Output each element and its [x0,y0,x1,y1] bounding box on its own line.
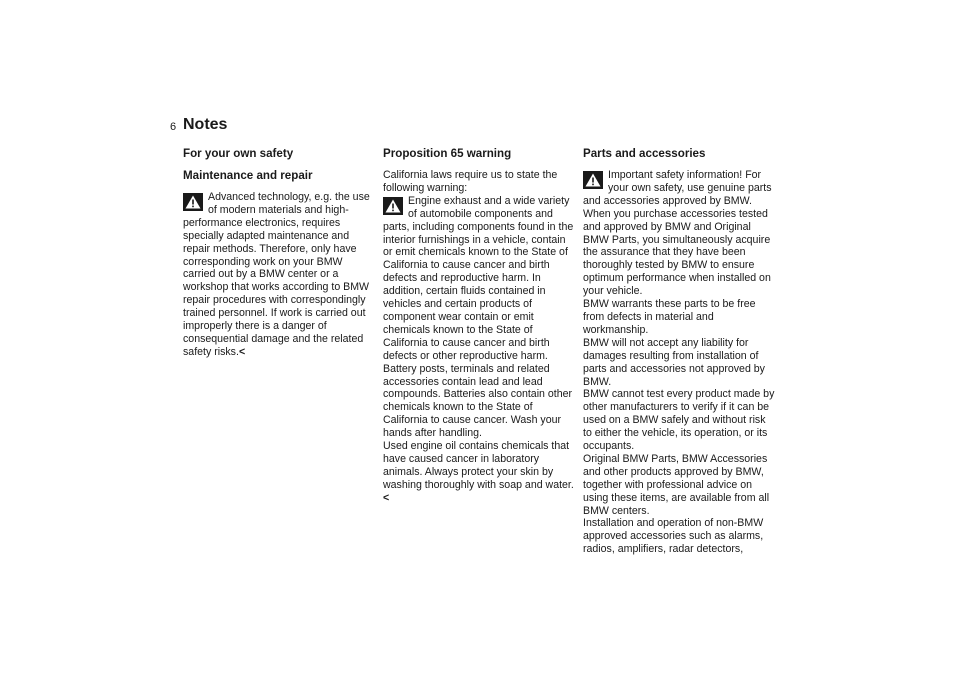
warning-triangle-icon [583,171,603,189]
warning-block [383,195,577,363]
end-mark: < [383,491,390,504]
battery-text: Battery posts, terminals and related accessories contain lead and lead compounds. Batteries also contain other chemicals known to the State of California to cause cancer. Wash your hands after handling. [383,362,573,440]
warning-block [583,169,777,208]
section-title-own-safety: For your own safety [183,147,294,160]
paragraph-3: BMW will not accept any liability for damages resulting from installation of parts and accessories not approved by BMW. [583,336,765,388]
warning-block [183,191,377,359]
page-number: 6 [170,121,177,133]
warning-triangle-icon [383,197,403,215]
intro-text: California laws require us to state the following warning: [383,169,558,194]
column-own-safety [183,147,377,359]
paragraph-1: When you purchase accessories tested and approved by BMW and Original BMW Parts, you simultaneously acquire the assurance that they have been thoroughly tested by BMW to ensure optimum performance when installed on your vehicle. [583,207,771,298]
section-title-prop65: Proposition 65 warning [383,147,512,160]
paragraph-6: Installation and operation of non-BMW approved accessories such as alarms, radios, amplifiers, radar detectors, [583,517,764,556]
paragraph-5: Original BMW Parts, BMW Accessories and other products approved by BMW, together with professional advice on using these items, are available from all BMW centers. [583,452,770,517]
subsection-title-maintenance: Maintenance and repair [183,169,313,182]
column-proposition-65 [383,147,577,505]
warning-text: Advanced technology, e.g. the use of modern materials and high-performance electronics, requires specially adapted maintenance and repair methods. Therefore, only have corresponding work on your BMW carried out by a BMW center or a workshop that works according to BMW repair procedures with correspondingly trained personnel. If work is carried out improperly there is a danger of consequential damage and the related safety risks. [183,191,370,358]
paragraph-2: BMW warrants these parts to be free from defects in material and workmanship. [583,298,756,336]
oil-text [383,440,577,505]
oil-text-body: Used engine oil contains chemicals that have caused cancer in laboratory animals. Always protect your skin by washing thoroughly with soap and water. [383,440,574,491]
column-parts-accessories [583,147,777,556]
paragraph-4: BMW cannot test every product made by other manufacturers to verify if it can be used on a BMW safely and without risk to either the vehicle, its operation, or its occupants. [583,388,775,453]
section-title-parts: Parts and accessories [583,147,706,160]
warning-text: Engine exhaust and a wide variety of automobile components and parts, including components found in the interior furnishings in a vehicle, contain or emit chemicals known to the State of California to cause cancer and birth defects and reproductive harm. In addition, certain fluids contained in vehicles and certain products of component wear contain or emit chemicals known to the State of California to cause cancer and birth defects or other reproductive harm. [383,194,574,362]
end-mark: < [238,345,246,358]
page-title: Notes [183,116,228,133]
warning-text: Important safety information! For your own safety, use genuine parts and accessories approved by BMW. [583,169,772,207]
warning-triangle-icon [183,193,203,211]
